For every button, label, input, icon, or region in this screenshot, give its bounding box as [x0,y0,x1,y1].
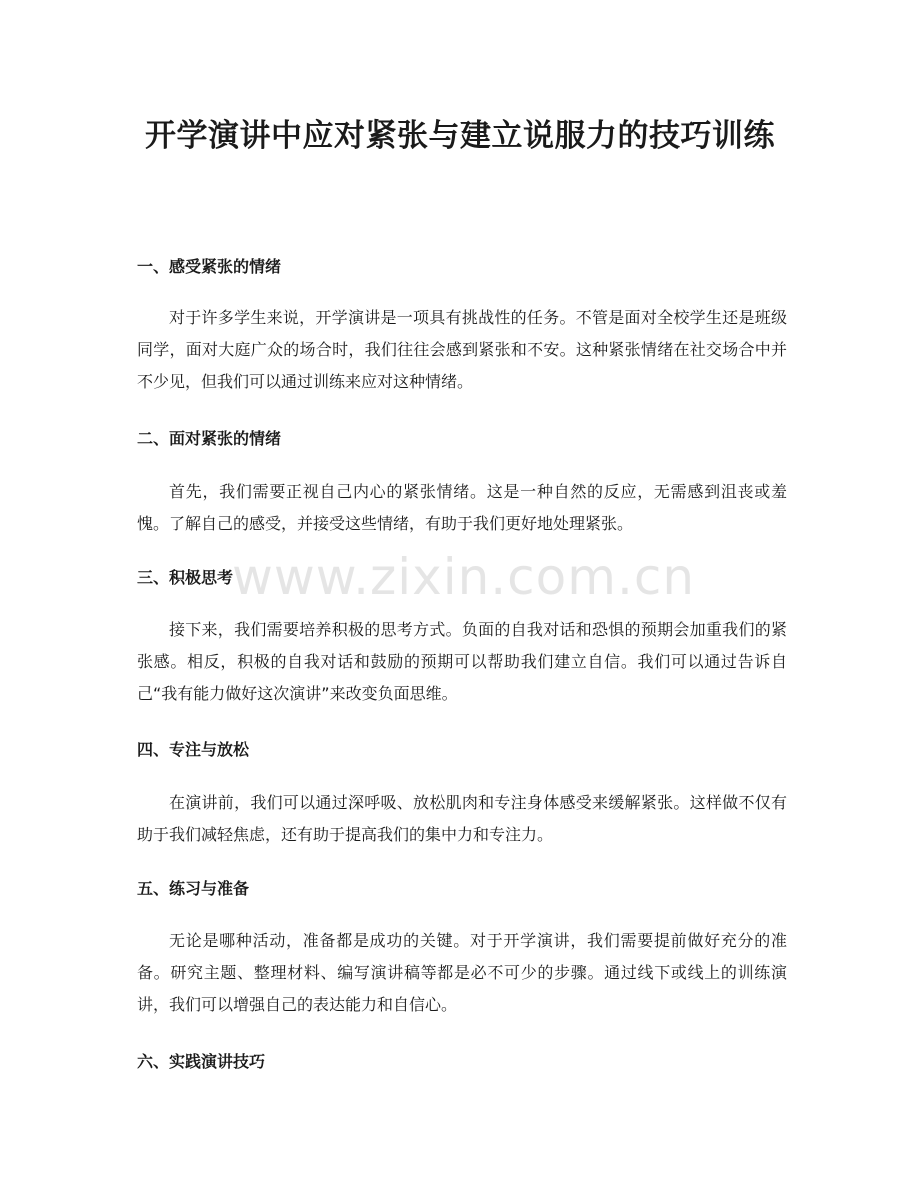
section-heading-1: 一、感受紧张的情绪 [137,257,282,276]
section-heading-6: 六、实践演讲技巧 [137,1052,266,1071]
watermark-text: www.zixin.com.cn [232,548,696,606]
section-paragraph-5: 无论是哪种活动，准备都是成功的关键。对于开学演讲，我们需要提前做好充分的准备。研究主题、整理材料、编写演讲稿等都是必不可少的步骤。通过线下或线上的训练演讲，我们可以增强自己的表达能力和自信心。 [137,931,787,1014]
section-paragraph-3: 接下来，我们需要培养积极的思考方式。负面的自我对话和恐惧的预期会加重我们的紧张感。相反，积极的自我对话和鼓励的预期可以帮助我们建立自信。我们可以通过告诉自己“我有能力做好这次演讲”来改变负面思维。 [137,620,787,703]
section-heading-3: 三、积极思考 [137,568,234,587]
section-paragraph-2: 首先，我们需要正视自己内心的紧张情绪。这是一种自然的反应，无需感到沮丧或羞愧。了解自己的感受，并接受这些情绪，有助于我们更好地处理紧张。 [137,482,787,533]
section-paragraph-4: 在演讲前，我们可以通过深呼吸、放松肌肉和专注身体感受来缓解紧张。这样做不仅有助于我们减轻焦虑，还有助于提高我们的集中力和专注力。 [137,793,787,844]
section-heading-5: 五、练习与准备 [137,879,250,898]
section-paragraph-1: 对于许多学生来说，开学演讲是一项具有挑战性的任务。不管是面对全校学生还是班级同学，面对大庭广众的场合时，我们往往会感到紧张和不安。这种紧张情绪在社交场合中并不少见，但我们可以通过训练来应对这种情绪。 [137,308,787,391]
section-heading-2: 二、面对紧张的情绪 [137,429,282,448]
document-title: 开学演讲中应对紧张与建立说服力的技巧训练 [145,118,775,154]
section-heading-4: 四、专注与放松 [137,740,250,759]
